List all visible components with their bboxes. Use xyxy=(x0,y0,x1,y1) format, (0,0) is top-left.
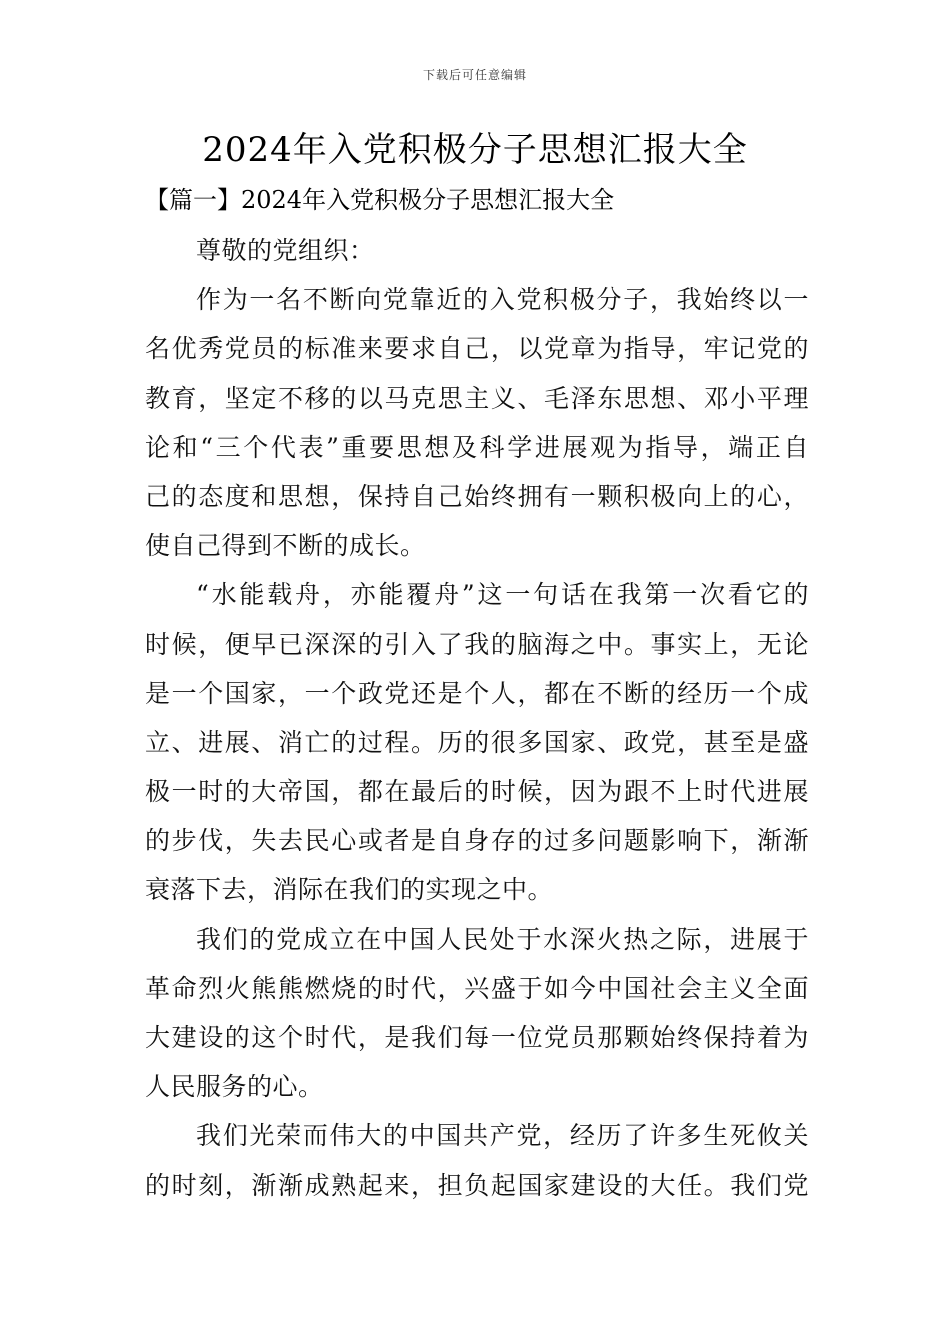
paragraph-line: 己的态度和思想，保持自己始终拥有一颗积极向上的心， xyxy=(145,481,809,511)
section-heading: 【篇一】2024年入党积极分子思想汇报大全 xyxy=(145,186,615,214)
paragraph-line: 我们的党成立在中国人民处于水深火热之际，进展于 xyxy=(196,924,809,954)
paragraph-line: 是一个国家，一个政党还是个人，都在不断的经历一个成 xyxy=(145,678,809,708)
paragraph-line: 的时刻，渐渐成熟起来，担负起国家建设的大任。我们党 xyxy=(145,1170,809,1200)
paragraph-line: 作为一名不断向党靠近的入党积极分子，我始终以一 xyxy=(196,285,809,315)
paragraph-line: 我们光荣而伟大的中国共产党，经历了许多生死攸关 xyxy=(196,1121,809,1151)
paragraph-line: 教育，坚定不移的以马克思主义、毛泽东思想、邓小平理 xyxy=(145,383,809,413)
paragraph-line: 大建设的这个时代，是我们每一位党员那颗始终保持着为 xyxy=(145,1023,809,1052)
paragraph-line: 人民服务的心。 xyxy=(145,1072,324,1102)
document-body xyxy=(145,226,809,1210)
paragraph-line: 革命烈火熊熊燃烧的时代，兴盛于如今中国社会主义全面 xyxy=(145,973,809,1003)
paragraph-line: 极一时的大帝国，都在最后的时候，因为跟不上时代进展 xyxy=(145,777,809,807)
paragraph-line: 的步伐，失去民心或者是自身存的过多问题影响下，渐渐 xyxy=(145,826,809,856)
paragraph-line: 衰落下去，消际在我们的实现之中。 xyxy=(145,875,554,905)
paragraph-line: 名优秀党员的标准来要求自己，以党章为指导，牢记党的 xyxy=(145,334,809,364)
paragraph-line: “水能载舟，亦能覆舟”这一句话在我第一次看它的 xyxy=(196,580,809,610)
paragraph-line: 时候，便早已深深的引入了我的脑海之中。事实上，无论 xyxy=(145,629,809,659)
paragraph-line: 立、进展、消亡的过程。历的很多国家、政党，甚至是盛 xyxy=(145,727,809,757)
salutation: 尊敬的党组织： xyxy=(196,236,375,265)
document-title: 2024年入党积极分子思想汇报大全 xyxy=(202,130,748,170)
paragraph-line: 使自己得到不断的成长。 xyxy=(145,531,426,561)
paragraph-line: 论和“三个代表”重要思想及科学进展观为指导，端正自 xyxy=(145,432,809,462)
page-header-note: 下载后可任意编辑 xyxy=(422,68,527,82)
